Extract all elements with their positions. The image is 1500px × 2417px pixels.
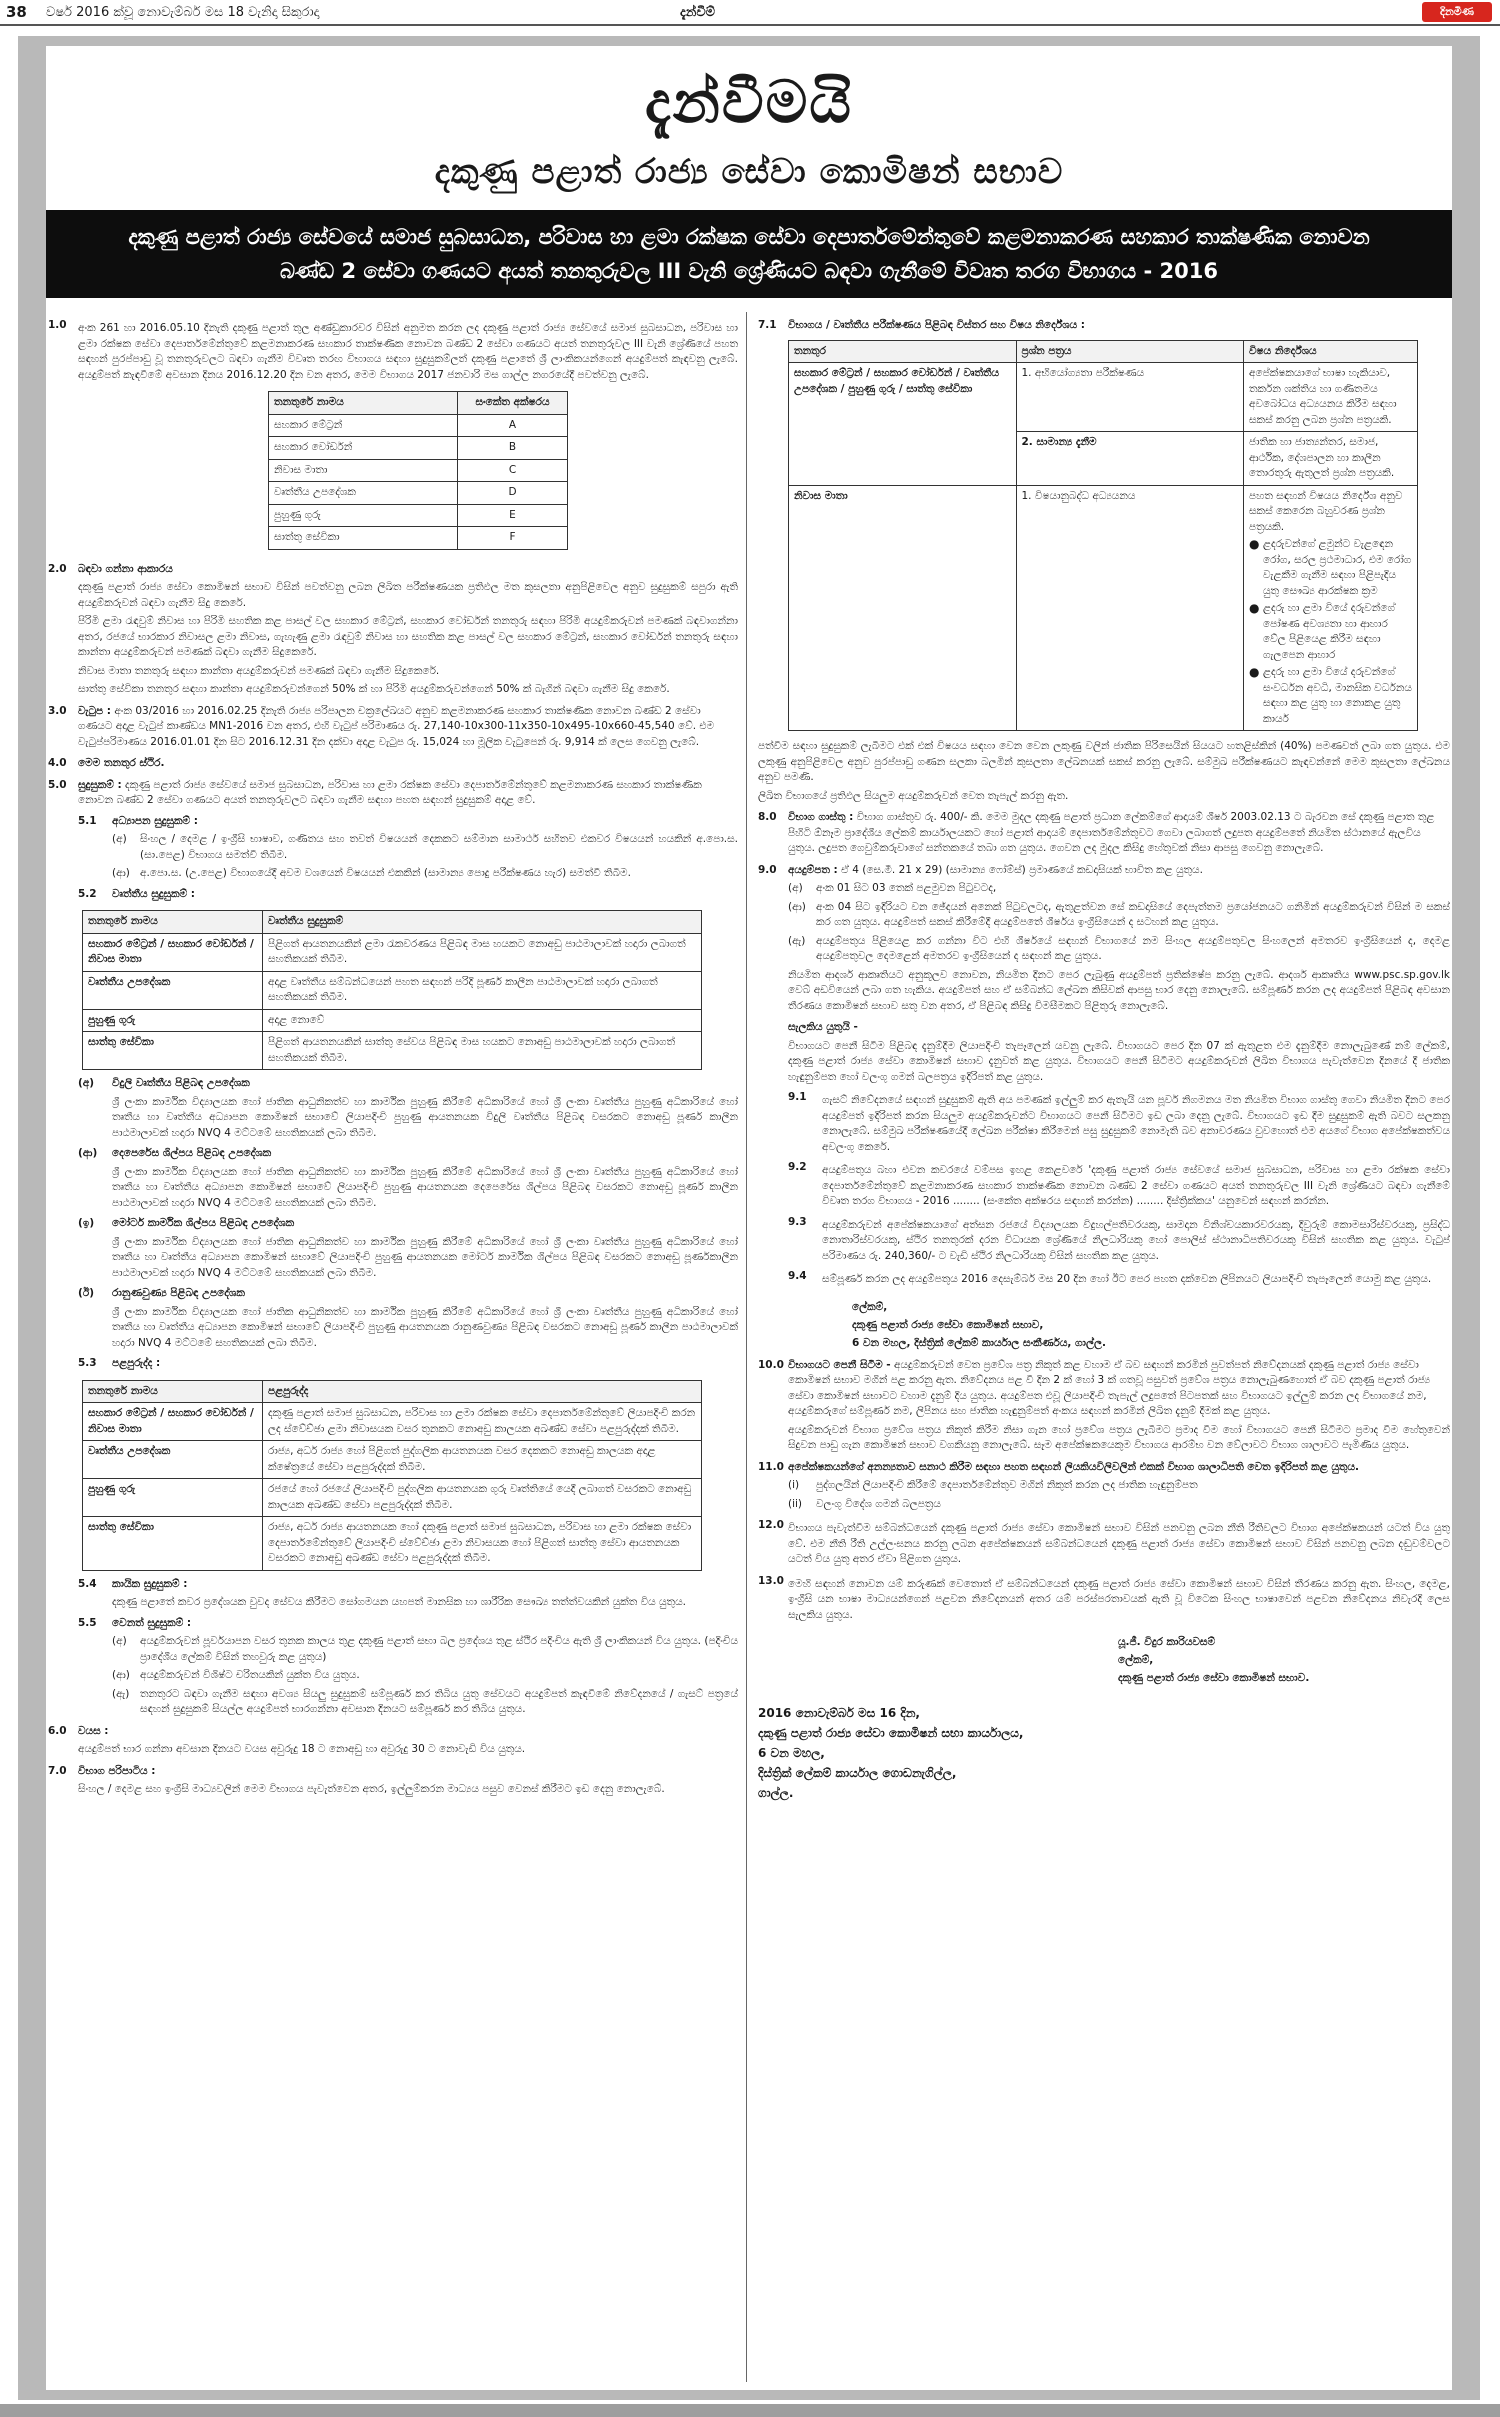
ad-headline-line-2: බණ්ඩ 2 සේවා ගණයට අයත් තනතුරුවල III වැනි ශ්‍රේණියට බඳවා ගැනීමේ විවෘත තරග විභාගය - 2016 [280, 259, 1218, 283]
section-9-1: 9.1 ගැසට් නිවේදනයේ සඳහන් සුදුසුකම් ඇති අය පමණක් ඉල්ලුම් කර ඇතැයි යන පූර්ව නිගමනය මත නියමිත විභාග ගාස්තු ගෙවා නියමිත දිනට පෙර අයදුම්පත් ඉදිරිපත් කරන සියලුම අයදුම්කරුවන්ට විභාගයට පෙනී සිටීමට ඉඩ ලබා දෙනු ලැබේ. විභාගයට ඉඩ දීම සුදුසුකම් ඇති බවට සලකනු නොලැබේ. සම්මුඛ පරීක්ෂණයේදී ලේඛන පරීක්ෂා කිරීමෙන් පසු සුදුසුකම් නොමැති බව අනාවරණය වුවහොත් එම අයගේ විභාග අපේක්ෂකත්වය අවලංගු කෙරේ. [788, 1091, 1450, 1153]
signature-block: යූ.ජී. විදුර කාරියවසම් ලේකම්, දකුණු පළාත් රාජ්‍ය සේවා කොමිෂන් සභාව. [758, 1633, 1450, 1687]
table-row: නිවාස මාතා 1. විෂයානුබද්ධ අධ්‍යයනය පහත සඳහන් විෂයය නිර්දේශ අනුව සකස් කෙරෙන බහුවරණ ප්‍රශ්න පත්‍රයකි. ● ළදරුවන්ගේ ළමුන්ට වැළඳෙන රෝග, සරල ප්‍රථමාධාර, එම රෝග වැළකීම ගැනීම සඳහා පිළිපැදිය යුතු සෞඛ්‍ය ආරක්ෂක ක්‍රම ● ළදරු හා ළමා වියේ දරුවන්ගේ පෝෂණ අවශ්‍යතා හා ආහාර වේල පිළියෙළ කිරීම සඳහා ගැලපෙන ආහාර ● ළදරු හා ළමා වියේ දරුවන්ගේ සංවර්ධන අවධි, මානසික වර්ධනය සඳහා කළ යුතු හා නොකළ යුතු කාර්ය [789, 485, 1418, 731]
table-row: පුහුණු ගුරු E [269, 504, 568, 527]
right-column [758, 312, 1450, 1803]
ad-headline-line-1: දකුණු පළාත් රාජ්‍ය සේවයේ සමාජ සුබසාධන, පරිවාස හා ළමා රක්ෂක සේවා දෙපාර්තමේන්තුවේ කළමනාකරණ සහකාර තාක්ෂණික නොවන [128, 225, 1370, 249]
bullet-icon: ● [1249, 537, 1260, 551]
special-note: සැලකිය යුතුයි - විභාගයට පෙනී සිටීම පිළිබඳ දැනුම්දීම ලියාපදිංචි තැපෑලෙන් යවනු ලැබේ. විභාගයට පෙර දින 07 ක් ඇතුළත එම දැනුම්දීම නොලැබුණේ නම් ලේකම්, දකුණු පළාත් රාජ්‍ය සේවා කොමිෂන් සභාව දැනුවත් කළ යුතුය. විභාගයට පෙනී සිටීමට අයදුම්කරුවන් ලිඛිත විභාගය පැවැත්වෙන දිනයේ දී ජාතික හැඳුනුම්පත හෝ වලංගු ගමන් බලපත්‍රය ඉදිරිපත් කළ යුතුය. [788, 1021, 1450, 1083]
section-4: 4.0 මෙම තනතුර ස්ථිර. [48, 757, 165, 769]
list-item: (i) පුද්ගලයින් ලියාපදිංචි කිරීමේ දෙපාර්තමේන්තුව මගින් නිකුත් කරන ලද ජාතික හැඳුනුම්පත [788, 1479, 1198, 1491]
table-row: සහකාර මේට්‍රන් / සහකාර වෝර්ඩන් / නිවාස මාතා දකුණු පළාත් සමාජ සුබසාධන, පරිවාස හා ළමා රක්ෂක සේවා දෙපාර්තමේන්තුවේ ලියාපදිංචි කරන ලද ස්වේච්ඡා ළමා නිවාසයක වසර තුනකට නොඅඩු කාලයක අඛණ්ඩ සේවා පළපුරුද්දක් තිබීම. [83, 1403, 702, 1441]
section-12: 12.0 විභාගය පැවැත්වීම සම්බන්ධයෙන් දකුණු පළාත් රාජ්‍ය සේවා කොමිෂන් සභාව විසින් පනවනු ලබන නීති රීතිවලට විභාග අපේක්ෂකයන් යටත් විය යුතු වේ. එම නීති රීති උල්ලංඝනය කරනු ලබන අපේක්ෂකයන් සම්බන්ධයෙන් දකුණු පළාත් රාජ්‍ය සේවා කොමිෂන් සභාව විසින් පනවනු ලබන දඬුවම්වලට යටත් විය යුතු අතර ඒවා පිළිගත යුතුය. [758, 1519, 1450, 1565]
results-note: ලිඛිත විභාගයේ ප්‍රතිඵල සියලුම අයදුම්කරුවන් වෙත තැපැල් කරනු ඇත. [758, 789, 1069, 802]
table-row: සහකාර මේට්‍රන් / සහකාර වෝර්ඩන් / වෘත්තීය උපදේශක / පුහුණු ගුරු / සාත්තු සේවිකා 1. අභියෝග්‍යතා පරීක්ෂණය අපේක්ෂකයාගේ භාෂා හැකියාව, තර්කන ශක්තිය හා ගණිතමය අවබෝධය අධ්‍යයනය කිරීම සඳහා සකස් කරනු ලබන ප්‍රශ්න පත්‍රයකි. [789, 363, 1418, 432]
section-3: 3.0 වැටුප : අංක 03/2016 හා 2016.02.25 දිනැති රාජ්‍ය පරිපාලන චක්‍රලේඛයට අනුව කළමනාකරණ සහකාර තාක්ෂණික නොවන බණ්ඩ 2 සේවා ගණයට අදාළ වැටුප් කාණ්ඩය MN1-2016 වන අතර, එහි වැටුප් පරිමාණය රු. 27,140-10x300-11x350-10x495-10x660-45,540 වේ. එම වැටුප්පරිමාණය 2016.01.01 දින සිට 2016.12.31 දින දක්වා අදාළ වැටුප රු. 15,024 හා මූලික වැටුපෙන් රු. 9,914 ක් ලෙස ගෙවනු ලැබේ. [48, 704, 715, 748]
advertisement-body [46, 46, 1452, 2390]
table-row: වෘත්තීය උපදේශක අදාළ වෘත්තීය සම්බන්ධයෙන් පහත සඳහන් පරිදි පූර්ණ කාලීන පාඨමාලාවක් හදාරා ලබාගත් සහතිකයක් තිබීම. [83, 971, 702, 1009]
list-item: ● ළදරු හා ළමා වියේ දරුවන්ගේ පෝෂණ අවශ්‍යතා හා ආහාර වේල පිළියෙළ කිරීම සඳහා ගැලපෙන ආහාර [1249, 601, 1412, 663]
left-column [48, 312, 738, 1798]
signatory-name: යූ.ජී. විදුර කාරියවසම් [1118, 1636, 1216, 1648]
list-item: (අ) අංක 01 සිට 03 තෙක් පළමුවන පිටුවටද, [788, 882, 997, 894]
section-1-text: අංක 261 හා 2016.05.10 දිනැති දකුණු පළාත් තුල අණ්ඩුකාරවර විසින් අනුමත කරන ලද දකුණු පළාත් රාජ්‍ය සේවයේ සමාජ සුබසාධන, පරිවාස හා ළමා රක්ෂක සේවා දෙපාර්තමේන්තුවේ කළමනාකරණ සහකාර තාක්ෂණික නොවන බණ්ඩ 2 සේවා ගණයට අයත් තනතුරුවල III වැනි ශ්‍රේණියේ පහත සඳහන් පුරප්පාඩු වූ තනතුරුවලට බඳවා ගැනීම විවෘත තරඟ විභාගය සඳහා සුදුසුකම්ලත් දකුණු පළාතේ ශ්‍රී ලාංකිකයන්ගෙන් අයදුම්පත් කැඳවනු ලැබේ. අයදුම්පත් කැඳවීමේ අවසාන දිනය 2016.12.20 දින වන අතර, මෙම විභාගය 2017 ජනවාරි මස ගාල්ල නගරයේදී පවත්වනු ලැබේ. [78, 322, 738, 381]
pass-mark-note: පත්වීම සඳහා සුදුසුකම් ලැබීමට එක් එක් විෂයය සඳහා වෙන වෙන ලකුණු වලින් ජාතික පිරිසෙයින් සියයට හතළිස්කින් (40%) පමණවත් ලබා ගත යුතුය. එම ලකුණු අනුපිළිවෙල අනුව පුරප්පාඩු ගණන සලකා බලමින් කුසලතා ලේඛනයක් සකස් කරනු ලැබේ. සම්මුඛ පරීක්ෂණයට කැඳවන්නේ මෙම කුසලතා ලේඛනය අනුව පමණි. [758, 740, 1450, 783]
issue-date: වර්ෂ 2016 ක්වූ නොවැම්බර් මස 18 වැනිදා සිකුරාදා [46, 4, 320, 20]
table-row: සහකාර මේට්‍රන් / සහකාර වෝර්ඩන් / නිවාස මාතා පිළිගත් ආයතනයකින් ළමා රැකවරණය පිළිබඳ මාස හයකට නොඅඩු පාඨමාලාවක් හදාරා ලබාගත් සහතිකයක් තිබීම. [83, 933, 702, 971]
list-item: ● ළදරු හා ළමා වියේ දරුවන්ගේ සංවර්ධන අවධි, මානසික වර්ධනය සඳහා කළ යුතු හා නොකළ යුතු කාර්ය [1249, 665, 1412, 727]
experience-table: තනතුරේ නාමය පළපුරුද්ද සහකාර මේට්‍රන් / සහකාර වෝර්ඩන් / නිවාස මාතා දකුණු පළාත් සමාජ සුබසාධන, පරිවාස හා ළමා රක්ෂක සේවා දෙපාර්තමේන්තුවේ ලියාපදිංචි කරන ලද ස්වේච්ඡා ළමා නිවාසයක වසර තුනකට නොඅඩු කාලයක අඛණ්ඩ සේවා පළපුරුද්දක් තිබීම. වෘත්තීය උපදේශක රාජ්‍ය, අර්ධ රාජ්‍ය හෝ පිළිගත් පුද්ගලික ආයතනයක වසර දෙකකට නොඅඩු කාලයක අදාළ ක්ෂේත්‍රයේ සේවා පළපුරුද්දක් තිබීම. පුහුණු ගුරු රජයේ හෝ රජයේ ලියාපදිංචි පුද්ගලික ආයතනයක ගුරු වෘත්තියේ යෙදී ලබාගත් වසරකට නොඅඩු කාලයක අඛණ්ඩ සේවා පළපුරුද්දක් තිබීම. සාත්තු සේවිකා රාජ්‍ය, අර්ධ රාජ්‍ය ආයතනයක හෝ දකුණු පළාත් සමාජ සුබසාධන, පරිවාස හා ළමා රක්ෂක සේවා දෙපාර්තමේන්තුවේ ලියාපදිංචි ස්වේච්ඡා ළමා නිවාසයක හෝ පිළිගත් සාත්තු සේවා ආයතනයක වසරකට නොඅඩු අඛණ්ඩ සේවා පළපුරුද්දක් තිබීම. [82, 1380, 702, 1571]
vocational-qualification-table: තනතුරේ නාමය වෘත්තීය සුදුසුකම් සහකාර මේට්‍රන් / සහකාර වෝර්ඩන් / නිවාස මාතා පිළිගත් ආයතනයකින් ළමා රැකවරණය පිළිබඳ මාස හයකට නොඅඩු පාඨමාලාවක් හදාරා ලබාගත් සහතිකයක් තිබීම. වෘත්තීය උපදේශක අදාළ වෘත්තීය සම්බන්ධයෙන් පහත සඳහන් පරිදි පූර්ණ කාලීන පාඨමාලාවක් හදාරා ලබාගත් සහතිකයක් තිබීම. පුහුණු ගුරු අදාළ නොවේ සාත්තු සේවිකා පිළිගත් ආයතනයකින් සාත්තු සේවය පිළිබඳ මාස හයකට නොඅඩු පාඨමාලාවක් හදාරා ලබාගත් සහතිකයක් තිබීම. [82, 910, 702, 1070]
ad-title: දැන්වීමයි [645, 68, 853, 136]
instructor-welding: (ඊ) රානුණවුණ්‍ය පිළිබඳ උපදේශක ශ්‍රී ලංකා කාර්මික විද්‍යාලයක හෝ ජාතික ආධුනිකත්ව හා කාර්මික පුහුණු කිරීමේ අධිකාරියේ හෝ ශ්‍රී ලංකා වෘත්තීය පුහුණු අධිකාරියේ හෝ තෘතීය හා වෘත්තීය අධ්‍යාපන කොමිෂන් සභාවේ ලියාපදිංචි පුහුණු ආයතනයක රානුණවුණ්‍ය පිළිබඳ වසරකට නොඅඩු පූර්ණ කාලීන පාඨමාලාවක් හදාරා NVQ 4 මට්ටමේ සහතිකයක් ලබා තිබීම. [78, 1287, 738, 1349]
table-row: නිවාස මාතා C [269, 459, 568, 482]
list-item: (ඇ) අයදුම්පතුය පිළියෙළ කර ගන්නා විට එහි ශීර්ෂයේ සඳහන් විභාගයේ නම සිංහල අයදුම්පතුවල සිංහලෙන් අමතරව ඉංග්‍රීසියෙන් ද, දෙමළ අයදුම්පතුවල දෙමළෙන් අමතරව ඉංග්‍රීසියෙන් ද සඳහන් කළ යුතුය. [788, 934, 1450, 962]
instructor-carpentry: (ආ) දෙපෙරේස ශිල්පය පිළිබඳ උපදේශක ශ්‍රී ලංකා කාර්මික විද්‍යාලයක හෝ ජාතික ආධුනිකත්ව හා කාර්මික පුහුණු කිරීමේ අධිකාරියේ හෝ ශ්‍රී ලංකා වෘත්තීය පුහුණු අධිකාරියේ හෝ තෘතීය හා වෘත්තීය අධ්‍යාපන කොමිෂන් සභාවේ ලියාපදිංචි පුහුණු ආයතනයක දෙපෙරේස ශිල්පය පිළිබඳ වසරකට නොඅඩු පූර්ණ කාලීන පාඨමාලාවක් හදාරා NVQ 4 මට්ටමේ සහතිකයක් ලබා තිබීම. [78, 1147, 738, 1209]
newspaper-logo: දිනමිණ [1422, 2, 1492, 22]
list-item: ● ළදරුවන්ගේ ළමුන්ට වැළඳෙන රෝග, සරල ප්‍රථමාධාර, එම රෝග වැළකීම ගැනීම සඳහා පිළිපැදිය යුතු සෞඛ්‍ය ආරක්ෂක ක්‍රම [1249, 537, 1412, 599]
section-9: 9.0 අයදුම්පත : ඒ 4 (සෙ.මී. 21 x 29) (සාමාන්‍ය ෆෝම්ස්) ප්‍රමාණයේ කඩදාසියක් භාවිත කළ යුතුය. (අ) අංක 01 සිට 03 තෙක් පළමුවන පිටුවටද, (ආ) අංක 04 සිට ඉදිරියට වන ඡේදයන් අනෙක් පිටුවලටද, ඇතුළත්වන සේ කඩදාසියේ දෙපැත්තම ප්‍රයෝජනයට ගනිමින් අයදුම්කරුවන් විසින් ම සකස් කර ගත යුතුය. අයදුම්පත් සකස් කිරීමේදී අයදුම්පතේ ශීර්ෂය ඉංග්‍රීසියෙන් ද සටහන් කළ යුතුය. (ඇ) අයදුම්පතුය පිළියෙළ කර ගන්නා විට එහි ශීර්ෂයේ සඳහන් විභාගයේ නම සිංහල අයදුම්පතුවල සිංහලෙන් අමතරව ඉංග්‍රීසියෙන් ද, දෙමළ අයදුම්පතුවල දෙමළෙන් අමතරව ඉංග්‍රීසියෙන් ද සඳහන් කළ යුතුය. නියමිත ආදර්ශ ආකෘතියට අනුකූලව නොවන, නියමිත දිනට පෙර ලැබුණු අයදුම්පත් ප්‍රතික්ෂේප කරනු ලැබේ. ආදර්ශ ආකෘතිය www.psc.sp.gov.lk වෙබ් අඩවියෙන් ලබා ගත හැකිය. අයදුම්පත් සහ ඒ සම්බන්ධ ලේඛන කිසිවක් ආපසු භාර දෙනු නොලැබේ. සම්පූර්ණ කරන ලද අයදුම්පත් පිළිබඳ අවසාන තීරණය කොමිෂන් සභාව සතු වන අතර, ඒ පිළිබඳ කිසිදු විමසීමකට පිළිතුරු නොලැබේ. [758, 863, 1450, 1012]
ad-headline-banner [46, 210, 1452, 298]
list-item: (ආ) අ.පො.ස. (උ.පෙළ) විභාගයේදී අවම වශයෙන් විෂයයන් එකකින් (සාමාන්‍ය පොදු පරීක්ෂණය හැර) සමත්වී තිබීම. [112, 867, 631, 879]
date-and-office: 2016 නොවැම්බර් මස 16 දින, දකුණු පළාත් රාජ්‍ය සේවා කොමිෂන් සභා කාර්යාලය, 6 වන මහල, දිස්ත්‍රික් ලේකම් කාර්යාල ගොඩනැගිල්ල, ගාල්ල. [758, 1706, 1024, 1800]
section-5-5: 5.5 වෙනත් සුදුසුකම් : (අ) අයදුම්කරුවන් පූර්වයාපන වසර තුනක කාලය තුළ දකුණු පළාත් සභා බල ප්‍රදේශය තුළ ස්ථිර පදිංචිය ඇති ශ්‍රී ලාංකිකයන් විය යුතුය. (පදිංචිය ප්‍රාදේශීය ලේකම් විසින් තහවුරු කළ යුතුය) (ආ) අයදුම්කරුවන් විශිෂ්ට චරිතයකින් යුක්ත විය යුතුය. (ඇ) තනතුරට බඳවා ගැනීම සඳහා අවශ්‍ය සියලු සුදුසුකම් සම්පූර්ණ කර තිබිය යුතු සේවයට අයදුම්පත් කැඳවීමේ නිවේදනයේ / ගැසට් පත්‍රයේ සඳහන් සුදුසුකම් සියල්ල අයදුම්පත් භාරගන්නා අවසාන දිනයට සම්පූර්ණ කර තිබිය යුතුය. [48, 1616, 738, 1718]
column-divider [746, 312, 747, 2382]
list-item: (අ) සිංහල / දෙමළ / ඉංග්‍රීසි භාෂාව, ගණිතය සහ තවත් විෂයයන් දෙකකට සම්මාන සාමාර්ථ සහිතව එකවර විෂයයන් හයකින් අ.පො.ස. (සා.පෙළ) විභාගය සමත්වී තිබීම. [112, 833, 738, 861]
section-8: 8.0 විභාග ගාස්තු : විභාග ගාස්තුව රු. 400/- කි. මෙම මුදල දකුණු පළාත් ප්‍රධාන ලේකම්ගේ ආදායම් ශීර්ෂ 2003.02.13 ට බැරවන සේ දකුණු පළාත තුළ පිහිටි ඕනෑම ප්‍රාදේශීය ලේකම් කාර්යාලයකට හෝ පළාත් ආදායම් දෙපාර්තමේන්තුවට ගෙවා ලබාගත් ලදුපත අයදුම්පතේ නියමිත ස්ථානයේ ඇලවිය යුතුය. ලදුපත ගෙවුම්කරුවාගේ සන්තකයේ තබා ගත යුතුය. ගෙවන ලද මුදල කිසිදු හේතුවක් නිසා ආපසු ගෙවනු නොලැබේ. [758, 811, 1435, 854]
section-6: 6.0 වයස : අයදුම්පත් භාර ගන්නා අවසාන දිනයට වයස අවුරුදු 18 ට නොඅඩු හා අවුරුදු 30 ට නොවැඩි විය යුතුය. [48, 1724, 526, 1755]
table-row: වෘත්තීය උපදේශක D [269, 482, 568, 505]
table-row: 2. සාමාන්‍ය දැනීම ජාතික හා ජාත්‍යන්තර, සමාජ, ආර්ථික, දේශපාලන හා කාලීන තොරතුරු ඇතුලත් ප්‍රශ්න පත්‍රයකි. [789, 432, 1418, 486]
list-item: (ආ) අංක 04 සිට ඉදිරියට වන ඡේදයන් අනෙක් පිටුවලටද, ඇතුළත්වන සේ කඩදාසියේ දෙපැත්තම ප්‍රයෝජනයට ගනිමින් අයදුම්කරුවන් විසින් ම සකස් කර ගත යුතුය. අයදුම්පත් සකස් කිරීමේදී අයදුම්පතේ ශීර්ෂය ඉංග්‍රීසියෙන් ද සටහන් කළ යුතුය. [788, 900, 1450, 928]
table-row: පුහුණු ගුරු රජයේ හෝ රජයේ ලියාපදිංචි පුද්ගලික ආයතනයක ගුරු වෘත්තියේ යෙදී ලබාගත් වසරකට නොඅඩු කාලයක අඛණ්ඩ සේවා පළපුරුද්දක් තිබීම. [83, 1479, 702, 1517]
list-item: (ඇ) තනතුරට බඳවා ගැනීම සඳහා අවශ්‍ය සියලු සුදුසුකම් සම්පූර්ණ කර තිබිය යුතු සේවයට අයදුම්පත් කැඳවීමේ නිවේදනයේ / ගැසට් පත්‍රයේ සඳහන් සුදුසුකම් සියල්ල අයදුම්පත් භාරගන්නා අවසාන දිනයට සම්පූර්ණ කර තිබිය යුතුය. [112, 1687, 738, 1715]
list-item: (අ) අයදුම්කරුවන් පූර්වයාපන වසර තුනක කාලය තුළ දකුණු පළාත් සභා බල ප්‍රදේශය තුළ ස්ථිර පදිංචිය ඇති ශ්‍රී ලාංකිකයන් විය යුතුය. (පදිංචිය ප්‍රාදේශීය ලේකම් විසින් තහවුරු කළ යුතුය) [112, 1635, 738, 1663]
section-5: 5.0 සුදුසුකම් : දකුණු පළාත් රාජ්‍ය සේවයේ සමාජ සුබසාධන, පරිවාස හා ළමා රක්ෂක සේවා දෙපාර්තමේන්තුවේ කළමනාකරණ සහකාර තාක්ෂණික නොවන බණ්ඩ 2 සේවා ගණයට අයත් තනතුරුවලට බඳවා ගැනීම සඳහා පහත සඳහන් සුදුසුකම් අදාළ වේ. [48, 778, 702, 806]
section-9-4: 9.4 සම්පූර්ණ කරන ලද අයදුම්පතුය 2016 දෙසැම්බර් මස 20 දින හෝ ඊට පෙර පහත දක්වෙන ලිපිනයට ලියාපදිංචි තැපෑලෙන් යොමු කළ යුතුය. [788, 1270, 1432, 1285]
postal-address: ලේකම්, දකුණු පළාත් රාජ්‍ය සේවා කොමිෂන් සභාව, 6 වන මහල, දිස්ත්‍රික් ලේකම් කාර්යාල සංකීර්ණය, ගාල්ල. [852, 1300, 1107, 1349]
section-10: 10.0 විභාගයට පෙනී සිටීම - අයදුම්කරුවන් වෙත ප්‍රවේශ පත්‍ර නිකුත් කළ වහාම ඒ බව සඳහන් කරමින් පුවත්පත් නිවේදනයක් දකුණු පළාත් රාජ්‍ය සේවා කොමිෂන් සභාව මගින් පළ කරනු ඇත. නිවේදනය පළ වී දින 2 ක් හෝ 3 ක් ගතවූ පසුවත් ප්‍රවේශ පත්‍රය නොලැබුණහොත් ඒ බව දකුණු පළාත් රාජ්‍ය සේවා කොමිෂන් සභාවට වහාම දැනුම් දිය යුතුය. අයදුම්පත එවූ ලියාපදිංචි තැපැල් ලදුපතේ පිටපතක් සහ විභාගයට ඉල්ලුම් කරන ලද විභාගයේ නම, අයදුම්කරුගේ සම්පූර්ණ නම, ලිපිනය සහ ජාතික හැඳුනුම්පත් අංකය සඳහන් කරමින් ලිඛිත දැනුම් දීමක් කළ යුතුය. අයදුම්කරුවන් විභාග ප්‍රවේශ පත්‍රය නිකුත් කිරීම නිසා ගැන හෝ ප්‍රවේශ පත්‍රය ලැබීමට ප්‍රමාද වීම හෝ විභාගයට පෙනී සිටීමට ප්‍රමාද වීම හේතුවෙන් සිදුවන පාඩු ගැන කොමිෂන් සභාව වගකියනු නොලැබේ. සෑම අපේක්ෂකයෙකුම විභාගය ආරම්භ වන වේලාවට විභාග ශාලාවට පැමිණිය යුතුය. [758, 1358, 1450, 1451]
section-7: 7.0 විභාග පරිපාටිය : සිංහල / දෙමළ සහ ඉංග්‍රීසි මාධ්‍යවලින් මෙම විභාගය පැවැත්වෙන අතර, ඉල්ලුම්කරන මාධ්‍යය පසුව වෙනස් කිරීමට ඉඩ දෙනු නොලැබේ. [48, 1764, 665, 1795]
table-row: සාත්තු සේවිකා රාජ්‍ය, අර්ධ රාජ්‍ය ආයතනයක හෝ දකුණු පළාත් සමාජ සුබසාධන, පරිවාස හා ළමා රක්ෂක සේවා දෙපාර්තමේන්තුවේ ලියාපදිංචි ස්වේච්ඡා ළමා නිවාසයක හෝ පිළිගත් සාත්තු සේවා ආයතනයක වසරකට නොඅඩු අඛණ්ඩ සේවා පළපුරුද්දක් තිබීම. [83, 1517, 702, 1571]
bullet-icon: ● [1249, 665, 1260, 679]
section-5-3: 5.3 පළපුරුද්ද : [78, 1357, 161, 1369]
table-row: සාත්තු සේවිකා F [269, 527, 568, 550]
page-number: 38 [6, 3, 27, 21]
section-2: 2.0 බඳවා ගන්නා ආකාරය දකුණු පළාත් රාජ්‍ය සේවා කොමිෂන් සභාව විසින් පවත්වනු ලබන ලිඛිත පරීක්ෂණයක ප්‍රතිඵල මත කුසලතා අනුපිළිවෙල අනුව සුදුසුකම් සපුරා ඇති අයදුම්කරුවන් බඳවා ගැනීම සිදු කෙරේ. පිරිමි ළමා රැඳවුම් නිවාස හා පිරිමි සහතික කළ පාසල් වල සහකාර මේට්‍රන්, සහකාර වෝර්ඩන් තනතුරු සඳහා පිරිමි අයදුම්කරුවන් පමණක් බඳවාගන්නා අතර, රජයේ භාරකාර නිවාසල ළමා නිවාස, ගැහැණු ළමා රැඳවුම් නිවාස හා සහතික කළ පාසල් වල සහකාර මේට්‍රන්, සහකාර වෝර්ඩන් තනතුරු සඳහා කාන්තා අයදුම්කරුවන් පමණක් බඳවා ගැනීම සිදුකෙරේ. නිවාස මාතා තනතුරු සඳහා කාන්තා අයදුම්කරුවන් පමණක් බඳවා ගැනීම සිදුකෙරේ. සාත්තු සේවිකා තනතුර සඳහා කාන්තා අයදුම්කරුවන්ගෙන් 50% ක් හා පිරිමි අයදුම්කරුවන්ගෙන් 50% ක් බැගින් බඳවා ගැනීම සිදු කෙරේ. [48, 562, 738, 695]
instructor-motor-mechanic: (ඉ) මෝටර් කාර්මික ශිල්පය පිළිබඳ උපදේශක ශ්‍රී ලංකා කාර්මික විද්‍යාලයක හෝ ජාතික ආධුනිකත්ව හා කාර්මික පුහුණු කිරීමේ අධිකාරියේ හෝ ශ්‍රී ලංකා වෘත්තීය පුහුණු අධිකාරියේ හෝ තෘතීය හා වෘත්තීය අධ්‍යාපන කොමිෂන් සභාවේ ලියාපදිංචි පුහුණු ආයතනයක මෝටර් කාර්මික ශිල්පය පිළිබඳ වසරකට නොඅඩු පූර්ණකාලීන පාඨමාලාවක් හදාරා NVQ 4 මට්ටමේ සහතිකයක් ලබා තිබීම. [78, 1217, 738, 1279]
section-9-2: 9.2 අයදුම්පතුය බහා එවන කවරයේ වම්පස ඉහළ කෙළවරේ 'දකුණු පළාත් රාජ්‍ය සේවයේ සමාජ සුබසාධන, පරිවාස හා ළමා රක්ෂක සේවා දෙපාර්තමේන්තුවේ කළමනාකරණ සහකාර තාක්ෂණික නොවන බණ්ඩ 2 සේවා ගණයට අයත් තනතුරුවල III වැනි ශ්‍රේණියට බඳවා ගැනීමේ විවෘත තරග විභාගය - 2016 ........ (සංකේත අක්ෂරය සඳහන් කරන්න) ........ දිස්ත්‍රික්කය' යනුවෙන් සඳහන් කරන්න. [788, 1161, 1450, 1207]
bullet-icon: ● [1249, 601, 1260, 615]
table-row: වෘත්තීය උපදේශක රාජ්‍ය, අර්ධ රාජ්‍ය හෝ පිළිගත් පුද්ගලික ආයතනයක වසර දෙකකට නොඅඩු කාලයක අදාළ ක්ෂේත්‍රයේ සේවා පළපුරුද්දක් තිබීම. [83, 1441, 702, 1479]
ad-organization: දකුණු පළාත් රාජ්‍ය සේවා කොමිෂන් සභාව [434, 152, 1064, 192]
section-5-1: 5.1 අධ්‍යාපන සුදුසුකම් : (අ) සිංහල / දෙමළ / ඉංග්‍රීසි භාෂාව, ගණිතය සහ තවත් විෂයයන් දෙකකට සම්මාන සාමාර්ථ සහිතව එකවර විෂයයන් හයකින් අ.පො.ස. (සා.පෙළ) විභාගය සමත්වී තිබීම. (ආ) අ.පො.ස. (උ.පෙළ) විභාගයේදී අවම වශයෙන් විෂයයන් එකකින් (සාමාන්‍ය පොදු පරීක්ෂණය හැර) සමත්වී තිබීම. [48, 814, 738, 882]
advertisement-frame [18, 36, 1480, 2400]
section-1: 1.0 අංක 261 හා 2016.05.10 දිනැති දකුණු පළාත් තුල අණ්ඩුකාරවර විසින් අනුමත කරන ලද දකුණු පළාත් රාජ්‍ය සේවයේ සමාජ සුබසාධන, පරිවාස හා ළමා රක්ෂක සේවා දෙපාර්තමේන්තුවේ කළමනාකරණ සහකාර තාක්ෂණික නොවන බණ්ඩ 2 සේවා ගණයට අයත් තනතුරුවල III වැනි ශ්‍රේණියේ පහත සඳහන් පුරප්පාඩු වූ තනතුරුවලට බඳවා ගැනීම විවෘත තරඟ විභාගය සඳහා සුදුසුකම්ලත් දකුණු පළාතේ ශ්‍රී ලාංකිකයන්ගෙන් අයදුම්පත් කැඳවනු ලැබේ. අයදුම්පත් කැඳවීමේ අවසාන දිනය 2016.12.20 දින වන අතර, මෙම විභාගය 2017 ජනවාරි මස ගාල්ල නගරයේදී පවත්වනු ලැබේ. තනතුරේ නාමය සංකේත අක්ෂරය සහකාර මේට්‍රන් A සහකාර වෝර්ඩන් B නිවාස මාතා C වෘත්තීය උපදේශක D පුහුණු ගුරු E සාත්තු සේවිකා F [48, 318, 738, 556]
instructor-electrical: (අ) විදුලි වෘත්තීය පිළිබඳ උපදේශක ශ්‍රී ලංකා කාර්මික විද්‍යාලයක හෝ ජාතික ආධුනිකත්ව හා කාර්මික පුහුණු කිරීමේ අධිකාරියේ හෝ ශ්‍රී ලංකා වෘත්තීය පුහුණු අධිකාරියේ හෝ තෘතීය හා වෘත්තීය අධ්‍යාපන කොමිෂන් සභාවේ ලියාපදිංචි පුහුණු ආයතනයක විදුලි වෘත්තීය පිළිබඳ වසරකට නොඅඩු පූර්ණ කාලීන පාඨමාලාවක් හදාරා NVQ 4 මට්ටමේ සහතිකයක් ලබා තිබීම. [78, 1077, 738, 1139]
table-row: පුහුණු ගුරු අදාළ නොවේ [83, 1009, 702, 1032]
section-5-2: 5.2 වෘත්තීය සුදුසුකම් : [78, 887, 195, 900]
section-name: දැන්වීම් [680, 4, 716, 20]
post-code-table: තනතුරේ නාමය සංකේත අක්ෂරය සහකාර මේට්‍රන් A සහකාර වෝර්ඩන් B නිවාස මාතා C වෘත්තීය උපදේශක D පුහුණු ගුරු E සාත්තු සේවිකා F [268, 391, 568, 550]
table-row: සහකාර මේට්‍රන් A [269, 414, 568, 437]
list-item: (ii) වලංගු විදේශ ගමන් බලපත්‍රය [788, 1497, 941, 1510]
page-footer-bar [0, 2404, 1500, 2417]
table-row: සහකාර වෝර්ඩන් B [269, 437, 568, 460]
page-header [0, 0, 1500, 26]
list-item: (ආ) අයදුම්කරුවන් විශිෂ්ට චරිතයකින් යුක්ත විය යුතුය. [112, 1669, 360, 1681]
section-9-3: 9.3 අයදුම්කරුවන් අපේක්ෂකයාගේ අත්සන රජයේ විද්‍යාලයක විදුහල්පතිවරයකු, සාමදාන විනිශ්චයකාරවරයකු, දිවුරුම් කොමසාරිස්වරයකු, ප්‍රසිද්ධ නොතාරිස්වරයකු, ස්ථිර තනතුරක් දරන විධායක ශ්‍රේණියේ නිලධාරියකු හෝ පොලිස් ස්ථානාධිපතිවරයකු විසින් සහතික කළ යුතුය. වැටුප් පරිමාණය රු. 240,360/- ට වැඩි ස්ථිර නිලධාරියකු විසින් සහතික කළ යුතුය. [788, 1215, 1450, 1262]
section-7-1: 7.1 විභාගය / වෘත්තීය පරීක්ෂණය පිළිබඳ විස්තර සහ විෂය නිර්දේශය : [758, 319, 1085, 331]
section-5-4: 5.4 කායික සුදුසුකම් : දකුණු පළාතේ කවර ප්‍රදේශයක වුවද සේවය කිරීමට සෝගමයන යහපත් මානසික හා ශාරීරික සෞඛ්‍ය තත්ත්වයකින් යුක්ත විය යුතුය. [78, 1577, 686, 1608]
table-row: සාත්තු සේවිකා පිළිගත් ආයතනයකින් සාත්තු සේවය පිළිබඳ මාස හයකට නොඅඩු පාඨමාලාවක් හදාරා ලබාගත් සහතිකයක් තිබීම. [83, 1032, 702, 1070]
section-11: 11.0 අපේක්ෂකයන්ගේ අනන්‍යතාව සනාථ කිරීම සඳහා පහත සඳහන් ලියකියවිලිවලින් එකක් විභාග ශාලාධිපති වෙත ඉදිරිපත් කළ යුතුය. (i) පුද්ගලයින් ලියාපදිංචි කිරීමේ දෙපාර්තමේන්තුව මගින් නිකුත් කරන ලද ජාතික හැඳුනුම්පත (ii) වලංගු විදේශ ගමන් බලපත්‍රය [758, 1460, 1450, 1513]
exam-syllabus-table: තනතුර ප්‍රශ්න පත්‍රය විෂය නිර්දේශය සහකාර මේට්‍රන් / සහකාර වෝර්ඩන් / වෘත්තීය උපදේශක / පුහුණු ගුරු / සාත්තු සේවිකා 1. අභියෝග්‍යතා පරීක්ෂණය අපේක්ෂකයාගේ භාෂා හැකියාව, තර්කන ශක්තිය හා ගණිතමය අවබෝධය අධ්‍යයනය කිරීම සඳහා සකස් කරනු ලබන ප්‍රශ්න පත්‍රයකි. 2. සාමාන්‍ය දැනීම ජාතික හා ජාත්‍යන්තර, සමාජ, ආර්ථික, දේශපාලන හා කාලීන තොරතුරු ඇතුලත් ප්‍රශ්න පත්‍රයකි. නිවාස මාතා 1. විෂයානුබද්ධ අධ්‍යයනය පහත සඳහන් විෂයය නිර්දේශ අනුව සකස් කෙරෙන බහුවරණ ප්‍රශ්න පත්‍රයකි. ● ළදරුවන්ගේ ළමුන්ට වැළඳෙන රෝග, සරල ප්‍රථමාධාර, එම රෝග වැළකීම ගැනීම සඳහා පිළිපැදිය යුතු සෞඛ්‍ය ආරක්ෂක ක්‍රම ● ළදරු හා ළමා වියේ දරුවන්ගේ පෝෂණ අවශ්‍යතා හා ආහාර වේල පිළියෙළ කිරීම සඳහා ගැලපෙන ආහාර ● ළදරු හා ළමා වියේ දරුවන්ගේ සංවර්ධන අවධි, මානසික වර්ධනය සඳහා කළ යුතු හා නොකළ යුතු කාර්ය [788, 340, 1418, 732]
section-13: 13.0 මෙහි සඳහන් නොවන යම් කරුණක් වෙතොත් ඒ සම්බන්ධයෙන් දකුණු පළාත් රාජ්‍ය සේවා කොමිෂන් සභාව විසින් තීරණය කරනු ඇත. සිංහල, දෙමළ, ඉංග්‍රීසි යන භාෂා මාධ්‍යයන්ගෙන් පළවන නිවේදනයන් අතර යම් පරස්පරතාවයක් ඇති වූ විටෙක සිංහල භාෂාවෙන් පළවන නිවේදනය නිවැරදි ලෙස සැලකිය යුතුය. [758, 1574, 1450, 1621]
